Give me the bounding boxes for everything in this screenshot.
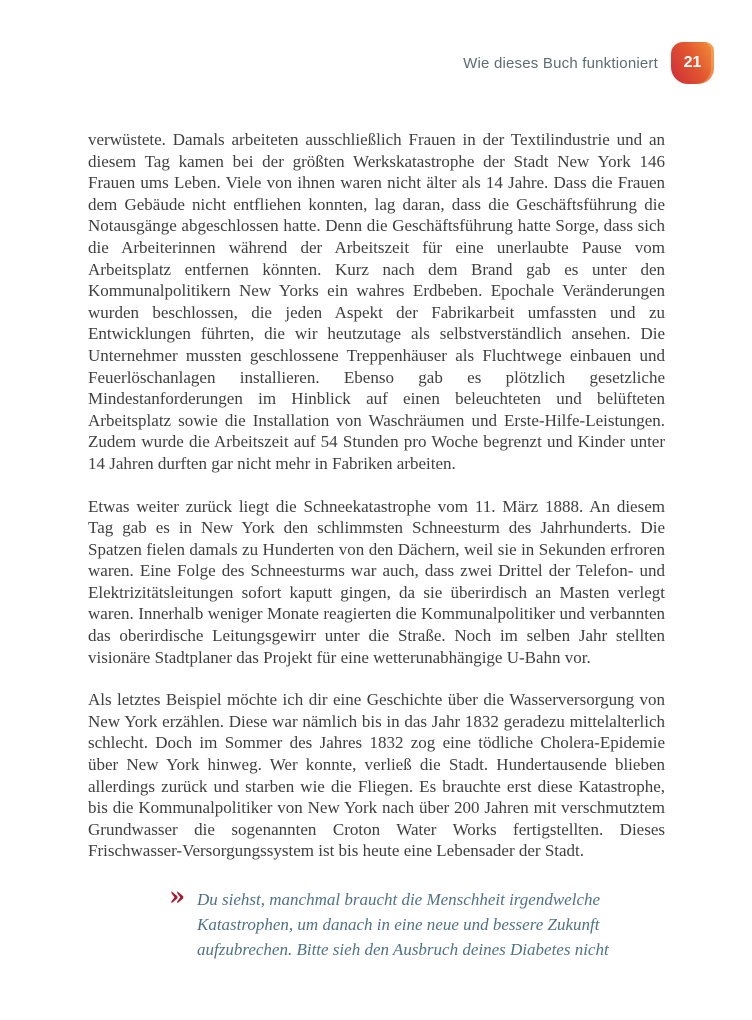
quote-line: aufzubrechen. Bitte sieh den Ausbruch deines Diabetes nicht	[197, 940, 609, 959]
double-chevron-icon: »	[169, 882, 184, 912]
paragraph-snow-catastrophe: Etwas weiter zurück liegt die Schneekatastrophe vom 11. März 1888. An diesem Tag gab es in New York den schlimmsten Schneesturm des Jahrhunderts. Die Spatzen fielen damals zu Hunderten von den Dächern, weil sie in Sekunden erfroren waren. Eine Folge des Schneesturms war auch, dass zwei Drittel der Telefon- und Elektrizitätsleitungen sofort kaputt gingen, da sie überirdisch an Masten verlegt waren. Innerhalb weniger Monate reagierten die Kommunalpolitiker und verbannten das oberirdische Leitungsgewirr unter die Straße. Noch im selben Jahr stellten visionäre Stadtplaner das Projekt für eine wetterunabhängige U-Bahn vor.	[88, 496, 665, 667]
page-number: 21	[683, 54, 702, 71]
page-number-badge	[671, 42, 714, 84]
quote-line: Katastrophen, um danach in eine neue und bessere Zukunft	[197, 915, 600, 934]
paragraph-water-supply: Als letztes Beispiel möchte ich dir eine Geschichte über die Wasserversorgung von New York erzählen. Diese war nämlich bis in das Jahr 1832 geradezu mittelalterlich schlecht. Doch im Sommer des Jahres 1832 zog eine tödliche Cholera-Epidemie über New York hinweg. Wer konnte, verließ die Stadt. Hundertausende blieben allerdings zurück und starben wie die Fliegen. Es brauchte erst diese Katastrophe, bis die Kommunalpolitiker von New York nach über 200 Jahren mit verschmutztem Grundwasser die sogenannten Croton Water Works fertigstellten. Dieses Frischwasser-Versorgungssystem ist bis heute eine Lebensader der Stadt.	[88, 690, 665, 861]
body-text-column	[88, 129, 665, 962]
quote-line: Du siehst, manchmal braucht die Menschheit irgendwelche	[197, 890, 601, 909]
running-header-title: Wie dieses Buch funktioniert	[463, 54, 658, 72]
paragraph-textile-catastrophe: verwüstete. Damals arbeiteten ausschließlich Frauen in der Textilindustrie und an diesem Tag kamen bei der größten Werkskatastrophe der Stadt New York 146 Frauen ums Leben. Viele von ihnen waren nicht älter als 14 Jahre. Dass die Frauen dem Gebäude nicht entfliehen konnten, lag daran, dass die Geschäftsführung die Notausgänge abgeschlossen hatte. Denn die Geschäftsführung hatte Sorge, dass sich die Arbeiterinnen während der Arbeitszeit für eine unerlaubte Pause vom Arbeitsplatz entfernen könnten. Kurz nach dem Brand gab es unter den Kommunalpolitikern New Yorks ein wahres Erdbeben. Epochale Veränderungen wurden beschlossen, die jeden Aspekt der Fabrikarbeit umfassten und zu Entwicklungen führten, die wir heutzutage als selbstverständlich ansehen. Die Unternehmer mussten geschlossene Treppenhäuser als Fluchtwege einbauen und Feuerlöschanlagen installieren. Ebenso gab es plötzlich gesetzliche Mindestanforderungen im Hinblick auf einen beleuchteten und belüfteten Arbeitsplatz sowie die Installation von Waschräumen und Erste-Hilfe-Leistungen. Zudem wurde die Arbeitszeit auf 54 Stunden pro Woche begrenzt und Kinder unter 14 Jahren durften gar nicht mehr in Fabriken arbeiten.	[88, 130, 665, 473]
running-header	[463, 42, 714, 84]
pull-quote	[169, 882, 615, 962]
